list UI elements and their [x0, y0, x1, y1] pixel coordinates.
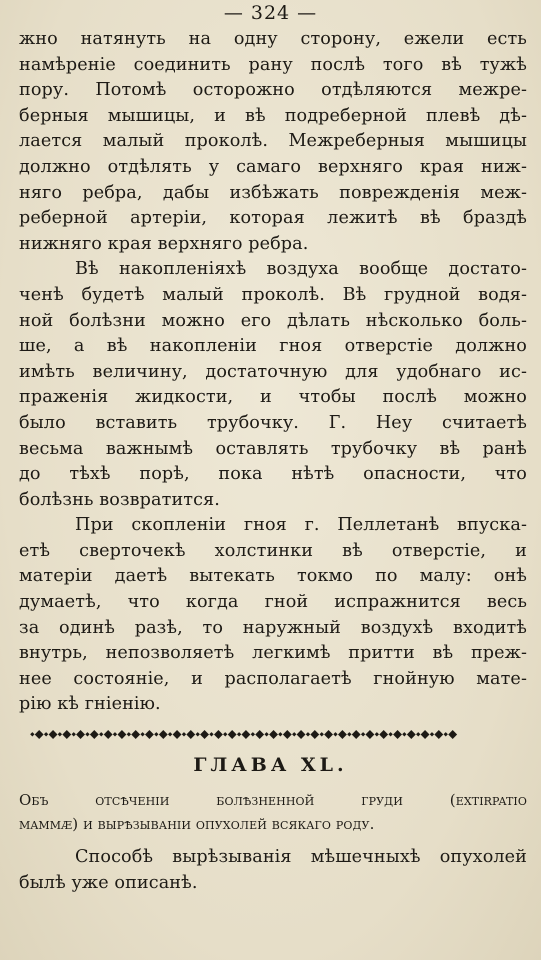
paragraph-1 — [19, 27, 527, 257]
text-line: рію кѣ гніенію. — [19, 694, 161, 715]
text-line: ше, а вѣ накопленіи гноя отверстіе должно — [19, 336, 527, 357]
text-line: за одинѣ разѣ, то наружный воздухѣ входитѣ — [19, 617, 527, 638]
text-line: праженія жидкости, и чтобы послѣ можно — [19, 387, 527, 408]
paragraph-3 — [19, 513, 527, 718]
text-line: до тѣхѣ порѣ, пока нѣтѣ опасности, что — [19, 464, 527, 485]
text-line: берныя мышицы, и вѣ подреберной плевѣ дѣ- — [19, 105, 527, 126]
chapter-title-line: Объ отсѣченіи болѣзненной груди (extirpatio — [19, 791, 527, 809]
text-line: реберной артеріи, которая лежитѣ вѣ браздѣ — [19, 208, 527, 229]
text-line: думаетѣ, что когда гной испражнится весь — [19, 592, 527, 613]
text-line: болѣзнь возвратится. — [19, 489, 220, 510]
text-line: Вѣ накопленіяхѣ воздуха вообще достато- — [75, 259, 527, 280]
text-line: ченѣ будетѣ малый проколѣ. Вѣ грудной водя- — [19, 284, 527, 305]
chapter-first-paragraph — [19, 845, 527, 896]
text-line: должно отдѣлять у самаго верхняго края ниж- — [19, 156, 527, 177]
text-line: намѣреніе соединить рану послѣ того вѣ тужѣ — [19, 54, 527, 75]
text-line: пору. Потомѣ осторожно отдѣляются межре- — [19, 80, 527, 101]
text-line: внутрь, непозволяетѣ легкимѣ притти вѣ преж- — [19, 643, 527, 664]
text-line: нее состояніе, и располагаетѣ гнойную мате- — [19, 668, 527, 689]
text-line: весьма важнымѣ оставлять трубочку вѣ ранѣ — [19, 438, 527, 459]
text-line: нижняго края верхняго ребра. — [19, 233, 309, 254]
text-line: было вставить трубочку. Г. Неу считаетѣ — [19, 412, 527, 433]
main-text — [19, 27, 527, 718]
text-line: матеріи даетѣ вытекать токмо по малу: онѣ — [19, 566, 527, 587]
text-line: ной болѣзни можно его дѣлать нѣсколько боль- — [19, 310, 527, 331]
chapter-heading: ГЛАВА XL. — [193, 754, 348, 776]
text-line: етѣ сверточекѣ холстинки вѣ отверстіе, и — [19, 540, 527, 561]
text-line: Способѣ вырѣзыванія мѣшечныхѣ опухолей — [75, 847, 527, 867]
text-line: былѣ уже описанѣ. — [19, 872, 198, 893]
text-line: жно натянуть на одну сторону, ежели есть — [19, 29, 527, 49]
page-number: — 324 — — [223, 2, 318, 24]
text-line: няго ребра, дабы избѣжать поврежденія меж- — [19, 182, 527, 203]
chapter-title-line: mammæ) и вырѣзываніи опухолей всякаго роду. — [19, 815, 375, 833]
chapter-title — [19, 788, 527, 836]
text-line: При скопленіи гноя г. Пеллетанѣ впуска- — [75, 515, 527, 536]
text-line: имѣть величину, достаточную для удобнаго ис- — [19, 361, 527, 382]
ornamental-divider: ⬩⬥⬩⬥⬩⬥⬩⬥⬩⬥⬩⬥⬩⬥⬩⬥⬩⬥⬩⬥⬩⬥⬩⬥⬩⬥⬩⬥⬩⬥⬩⬥⬩⬥⬩⬥⬩⬥⬩⬥⬩⬥⬩⬥⬩⬥⬩⬥⬩⬥⬩⬥⬩⬥⬩⬥⬩⬥⬩⬥⬩⬥ — [30, 728, 458, 742]
paragraph-2 — [19, 257, 527, 513]
text-line: лается малый проколѣ. Межреберныя мышицы — [19, 131, 527, 152]
